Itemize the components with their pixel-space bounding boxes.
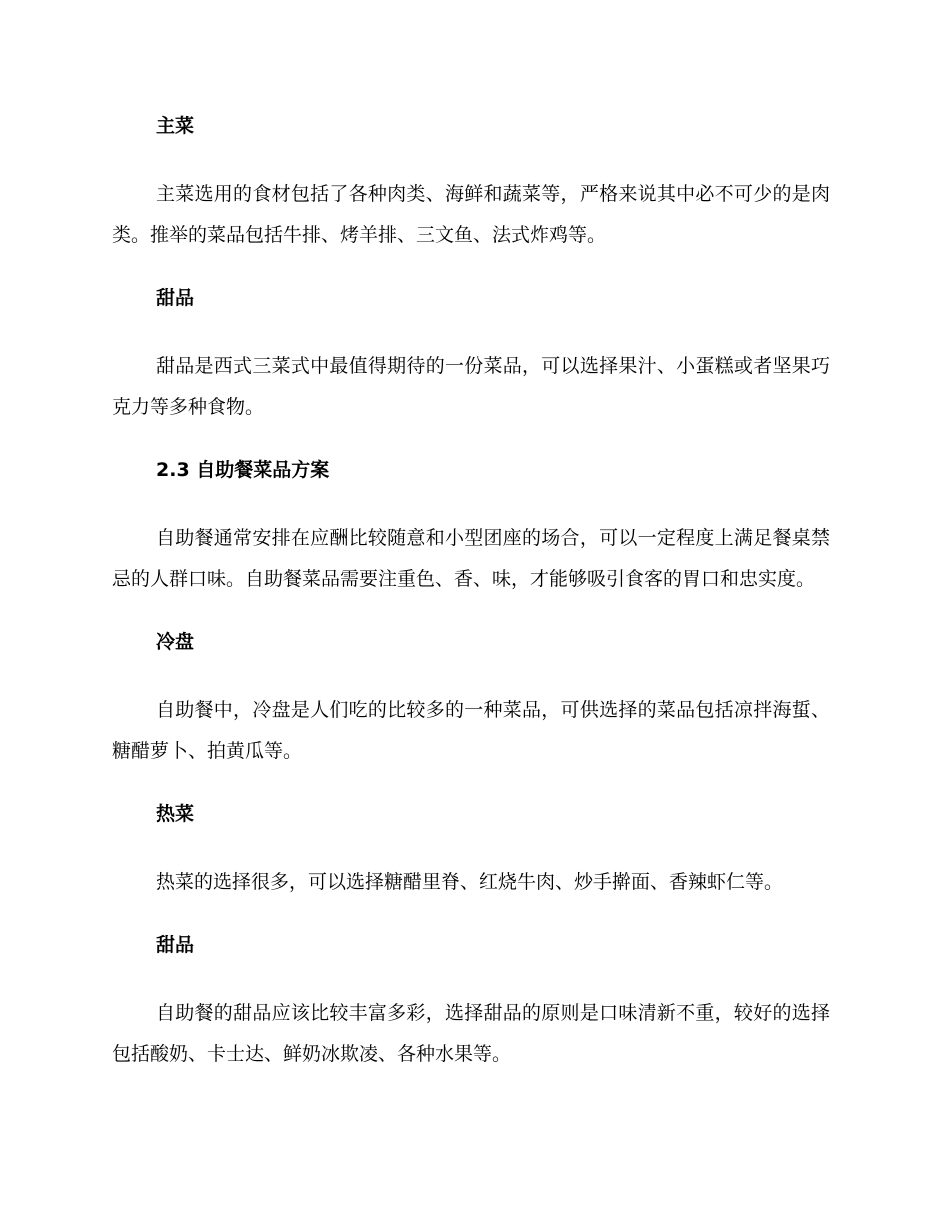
section-heading-dessert: 甜品 — [156, 287, 195, 309]
section-heading-main-course: 主菜 — [156, 115, 195, 137]
paragraph-dessert: 甜品是西式三菜式中最值得期待的一份菜品，可以选择果汁、小蛋糕或者坚果巧克力等多种食物。 — [112, 355, 830, 418]
section-heading-hot-dishes: 热菜 — [156, 803, 195, 825]
paragraph-buffet-dessert: 自助餐的甜品应该比较丰富多彩，选择甜品的原则是口味清新不重，较好的选择包括酸奶、卡士达、鲜奶冰欺凌、各种水果等。 — [112, 1002, 830, 1065]
document-page — [112, 112, 830, 1075]
section-heading-cold-dishes: 冷盘 — [156, 631, 195, 653]
section-heading-buffet-plan: 2.3 自助餐菜品方案 — [156, 459, 330, 481]
paragraph-cold-dishes: 自助餐中，冷盘是人们吃的比较多的一种菜品，可供选择的菜品包括凉拌海蜇、糖醋萝卜、拍黄瓜等。 — [112, 699, 830, 762]
paragraph-buffet-plan: 自助餐通常安排在应酬比较随意和小型团座的场合，可以一定程度上满足餐桌禁忌的人群口味。自助餐菜品需要注重色、香、味，才能够吸引食客的胃口和忠实度。 — [112, 527, 830, 590]
paragraph-main-course: 主菜选用的食材包括了各种肉类、海鲜和蔬菜等，严格来说其中必不可少的是肉类。推举的菜品包括牛排、烤羊排、三文鱼、法式炸鸡等。 — [112, 183, 830, 246]
section-heading-buffet-dessert: 甜品 — [156, 934, 195, 956]
paragraph-hot-dishes: 热菜的选择很多，可以选择糖醋里脊、红烧牛肉、炒手擀面、香辣虾仁等。 — [156, 871, 784, 893]
